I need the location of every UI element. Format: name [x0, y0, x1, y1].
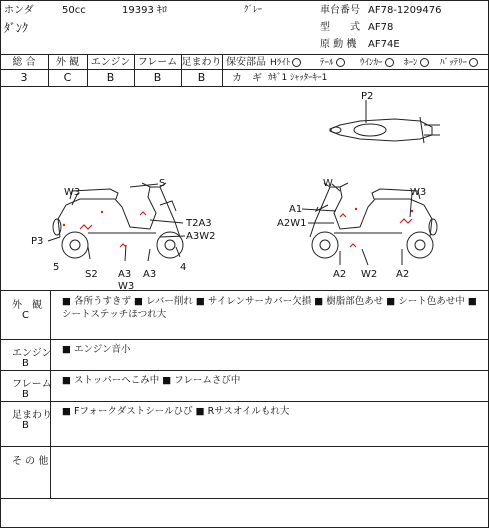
safety-item-tail: ﾃｰﾙ	[320, 58, 345, 68]
label-left-s2: S2	[85, 269, 98, 280]
key-label: カ ギ	[232, 73, 262, 84]
grade-header-frame: フレーム	[137, 57, 178, 68]
ok-circle-icon	[292, 58, 301, 67]
section-text-exterior: ■ 各所うすきず ■ レバー削れ ■ サイレンサーカバー欠損 ■ 樹脂部色あせ ■ シート色あせ中 ■ シートステッチほつれ大	[62, 296, 477, 320]
grade-header-suspension: 足まわり	[181, 57, 222, 68]
ok-circle-icon	[336, 58, 345, 67]
safety-item-headlight: Hﾗｲﾄ	[270, 58, 301, 68]
column-divider	[50, 290, 51, 498]
section-grade-exterior: C	[22, 310, 29, 321]
key-value: ｶｷﾞ1 ｼｬｯﾀｰｷｰ1	[268, 73, 328, 83]
safety-item-winker: ｳｲﾝｶｰ	[360, 58, 394, 68]
label-right-a2-2: A2	[396, 269, 410, 280]
label-left-t2a3: T2A3	[186, 218, 212, 229]
label-left-p3: P3	[31, 236, 44, 247]
grade-header-engine: エンジン	[90, 57, 131, 68]
engine-label: 原 動 機	[320, 39, 357, 50]
section-text-frame: ■ ストッパーへこみ中 ■ フレームさび中	[62, 375, 241, 386]
model-value: AF78	[368, 22, 394, 33]
grade-frame: B	[153, 71, 162, 84]
safety-item-horn: ﾎｰﾝ	[404, 58, 429, 68]
grade-exterior: C	[63, 71, 72, 84]
section-label-suspension: 足まわり	[12, 410, 52, 421]
engine-value: AF74E	[368, 39, 400, 50]
label-left-w3: W3	[64, 187, 81, 198]
label-right-a1: A1	[289, 204, 303, 215]
mileage: 19393 ｷﾛ	[122, 5, 167, 16]
section-grade-frame: B	[22, 389, 29, 400]
section-text-engine: ■ エンジン音小	[62, 344, 131, 355]
model-name: ﾀﾞﾝｸ	[4, 21, 29, 35]
damage-dots	[63, 208, 413, 226]
label-left-5: 5	[53, 262, 60, 273]
scooter-top-view	[330, 117, 440, 143]
section-label-exterior: 外 観	[12, 300, 42, 311]
grade-overall: 3	[20, 71, 28, 84]
label-left-w3-2: W3	[118, 281, 135, 292]
grade-suspension: B	[197, 71, 206, 84]
grade-header-exterior: 外 観	[55, 57, 80, 68]
label-left-4: 4	[180, 262, 187, 273]
divider	[0, 290, 489, 291]
frame-no-value: AF78-1209476	[368, 5, 442, 16]
model-label: 型 式	[320, 22, 360, 33]
ok-circle-icon	[469, 58, 478, 67]
label-left-s: S	[159, 178, 166, 189]
label-right-a2w1: A2W1	[277, 218, 307, 229]
label-right-w3: W3	[410, 187, 427, 198]
maker: ホンダ	[4, 5, 34, 16]
safety-item-battery: ﾊﾞｯﾃﾘｰ	[440, 58, 478, 68]
section-label-engine: エンジン	[12, 348, 52, 359]
label-right-w2: W2	[361, 269, 378, 280]
ok-circle-icon	[385, 58, 394, 67]
safety-label: 保安部品	[226, 57, 266, 68]
displacement: 50cc	[62, 5, 86, 16]
ok-circle-icon	[420, 58, 429, 67]
label-left-a3-1: A3	[118, 269, 132, 280]
label-p2: P2	[361, 91, 374, 102]
grade-engine: B	[106, 71, 115, 84]
color: ｸﾞﾚｰ	[244, 5, 263, 15]
section-label-frame: フレーム	[12, 379, 52, 390]
leader-lines	[48, 100, 412, 265]
damage-marks	[80, 212, 412, 247]
frame-no-label: 車台番号	[320, 5, 360, 16]
section-text-suspension: ■ Fフォークダストシールひび ■ Rサスオイルもれ大	[62, 406, 290, 417]
divider	[0, 54, 489, 55]
label-right-w: W	[323, 178, 333, 189]
label-left-a3w2: A3W2	[186, 231, 216, 242]
section-label-other: そ の 他	[12, 456, 49, 467]
label-right-a2-1: A2	[333, 269, 347, 280]
section-grade-engine: B	[22, 358, 29, 369]
grade-header-overall: 総 合	[12, 57, 36, 68]
section-grade-suspension: B	[22, 420, 29, 431]
label-left-a3-2: A3	[143, 269, 157, 280]
